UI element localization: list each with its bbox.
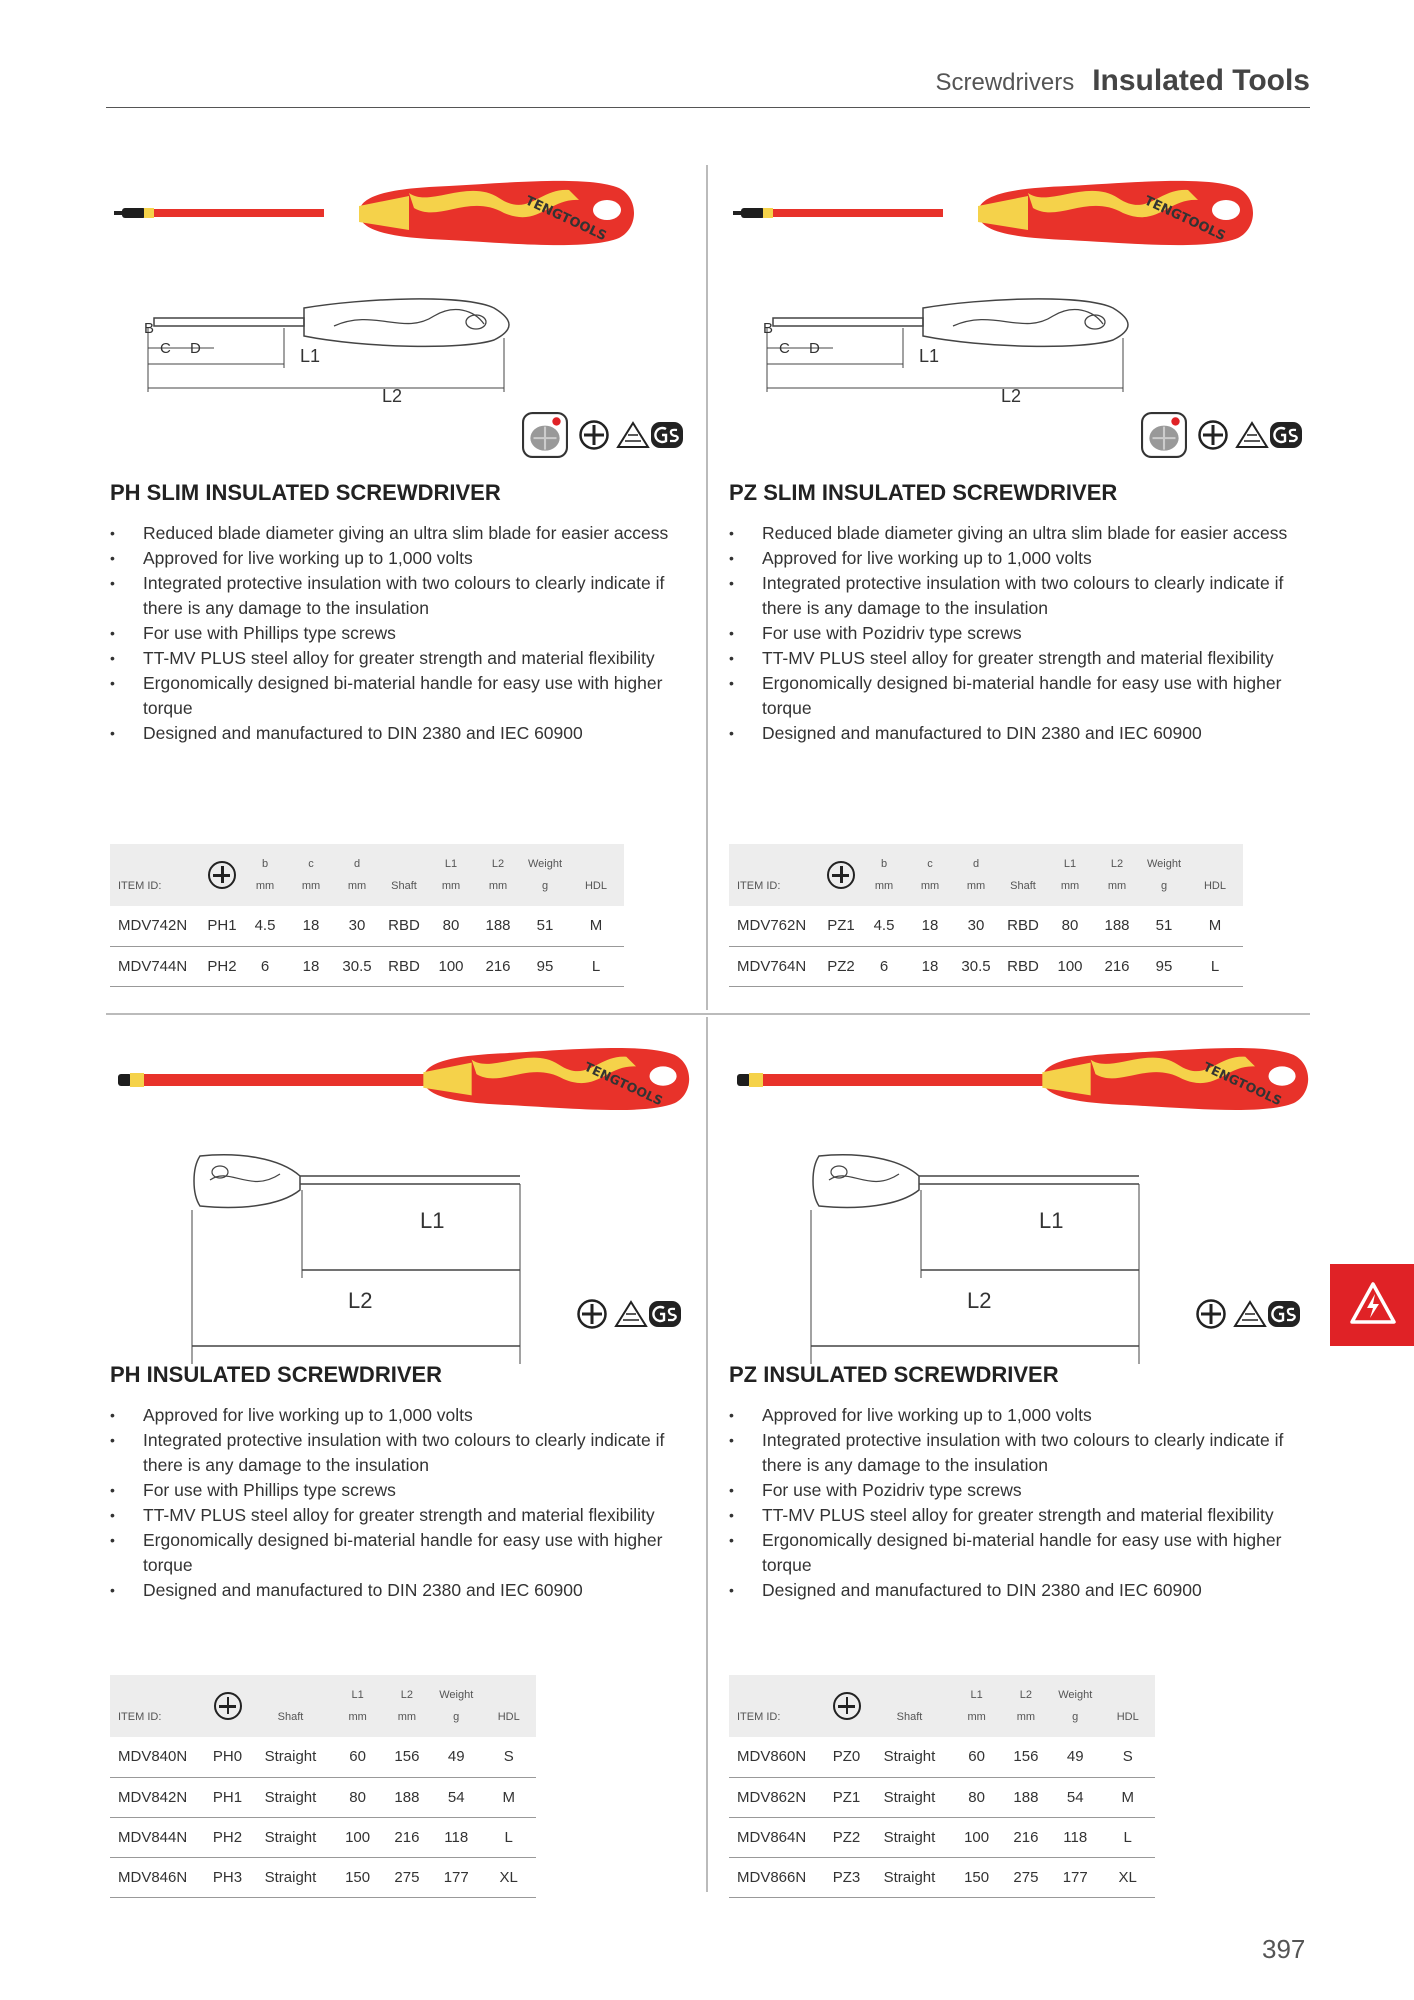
feature-item: • For use with Pozidriv type screws [729, 1478, 1314, 1503]
col-shaft: Shaft [896, 1711, 923, 1723]
header-category: Insulated Tools [1092, 64, 1310, 97]
gs-icon [648, 1300, 682, 1328]
label-d: D [809, 340, 820, 357]
col-shaft: Shaft [1010, 880, 1036, 892]
spec-table [729, 844, 1243, 987]
feature-item: • Reduced blade diameter giving an ultra slim blade for easier access [110, 521, 695, 546]
col-shaft: Shaft [391, 880, 417, 892]
table-header-row [110, 1675, 536, 1737]
col-hdl: HDL [497, 1711, 520, 1723]
feature-item: • Ergonomically designed bi-material handle for easy use with higher torque [110, 1528, 695, 1578]
col-weight: Weight g [439, 1689, 474, 1723]
feature-item: • Designed and manufactured to DIN 2380 and IEC 60900 [729, 1578, 1314, 1603]
phillips-cross-icon [576, 1298, 608, 1330]
table-row: MDV742N PH1 4.5 18 30 RBD 80 188 51 M [110, 906, 624, 946]
feature-item: • Designed and manufactured to DIN 2380 and IEC 60900 [729, 721, 1314, 746]
label-l2: L2 [348, 1288, 373, 1313]
col-weight: Weight g [527, 858, 563, 892]
feature-item: • Approved for live working up to 1,000 volts [110, 1403, 695, 1428]
col-c: c mm [301, 858, 321, 892]
feature-item: • TT-MV PLUS steel alloy for greater strength and material flexibility [110, 646, 695, 671]
certification-icons [1195, 1298, 1315, 1332]
phillips-cross-icon [214, 1692, 242, 1720]
product-panel-ph-slim [110, 160, 690, 1000]
label-l2: L2 [382, 386, 403, 406]
feature-item: • Ergonomically designed bi-material handle for easy use with higher torque [110, 671, 695, 721]
col-tip [826, 1675, 868, 1737]
col-l2: L2 mm [1016, 1689, 1036, 1723]
col-d: d mm [347, 858, 367, 892]
product-photo [733, 1030, 1313, 1130]
feature-item: • Designed and manufactured to DIN 2380 and IEC 60900 [110, 1578, 695, 1603]
insulated-tools-tab[interactable] [1330, 1264, 1414, 1346]
feature-list [110, 1403, 695, 1603]
product-title: PZ SLIM INSULATED SCREWDRIVER [729, 480, 1118, 505]
product-panel-ph [110, 1030, 690, 1900]
feature-list [729, 521, 1314, 746]
col-l2: L2 mm [397, 1689, 417, 1723]
label-l1: L1 [1039, 1208, 1064, 1233]
dimension-drawing [134, 288, 674, 408]
feature-item: • For use with Phillips type screws [110, 1478, 695, 1503]
col-tip [821, 844, 861, 906]
feature-item: • Designed and manufactured to DIN 2380 and IEC 60900 [110, 721, 695, 746]
col-hdl: HDL [584, 880, 607, 892]
phillips-cross-icon [578, 419, 610, 451]
certification-icons [522, 412, 692, 458]
certification-icons [576, 1298, 696, 1332]
electric-hazard-icon [1348, 1280, 1398, 1326]
dimension-drawing [809, 1150, 1169, 1370]
feature-item: • Integrated protective insulation with two colours to clearly indicate if there is any damage to the insulation [110, 571, 695, 621]
col-item-id: ITEM ID: [118, 880, 162, 892]
feature-item: • TT-MV PLUS steel alloy for greater strength and material flexibility [729, 646, 1314, 671]
product-title: PZ INSULATED SCREWDRIVER [729, 1362, 1059, 1387]
col-d: d mm [966, 858, 986, 892]
label-c: C [160, 340, 171, 357]
table-row: MDV762N PZ1 4.5 18 30 RBD 80 188 51 M [729, 906, 1243, 946]
feature-item: • Integrated protective insulation with two colours to clearly indicate if there is any damage to the insulation [729, 571, 1314, 621]
product-photo [114, 1030, 694, 1130]
feature-item: • Ergonomically designed bi-material handle for easy use with higher torque [729, 1528, 1314, 1578]
col-hdl: HDL [1116, 1711, 1139, 1723]
feature-item: • Reduced blade diameter giving an ultra slim blade for easier access [729, 521, 1314, 546]
feature-item: • Integrated protective insulation with two colours to clearly indicate if there is any damage to the insulation [110, 1428, 695, 1478]
divider-vertical-bottom [706, 1017, 708, 1892]
feature-item: • TT-MV PLUS steel alloy for greater strength and material flexibility [729, 1503, 1314, 1528]
col-l2: L2 mm [488, 858, 508, 892]
table-row: MDV840N PH0 Straight 60 156 49 S [110, 1737, 536, 1777]
phillips-cross-icon [208, 861, 236, 889]
screw-tip-icon [1141, 412, 1187, 458]
certification-icons [1141, 412, 1311, 458]
gs-icon [650, 421, 684, 449]
feature-item: • Approved for live working up to 1,000 volts [110, 546, 695, 571]
vde-icon [616, 421, 650, 449]
table-header-row [729, 1675, 1155, 1737]
gs-icon [1267, 1300, 1301, 1328]
page-header [106, 64, 1310, 108]
feature-item: • For use with Pozidriv type screws [729, 621, 1314, 646]
table-row: MDV842N PH1 Straight 80 188 54 M [110, 1777, 536, 1817]
page-number: 397 [1262, 1934, 1306, 1964]
col-l1: L1 mm [967, 1689, 986, 1723]
screw-tip-icon [522, 412, 568, 458]
product-title: PH INSULATED SCREWDRIVER [110, 1362, 443, 1387]
feature-item: • Integrated protective insulation with two colours to clearly indicate if there is any damage to the insulation [729, 1428, 1314, 1478]
product-title: PH SLIM INSULATED SCREWDRIVER [110, 480, 501, 505]
col-item-id: ITEM ID: [737, 1711, 781, 1723]
feature-item: • Approved for live working up to 1,000 volts [729, 546, 1314, 571]
spec-table [110, 1675, 536, 1898]
label-b: B [763, 320, 774, 337]
col-l2: L2 mm [1107, 858, 1127, 892]
label-d: D [190, 340, 201, 357]
table-row: MDV844N PH2 Straight 100 216 118 L [110, 1817, 536, 1857]
product-panel-pz-slim [729, 160, 1309, 1000]
feature-item: • For use with Phillips type screws [110, 621, 695, 646]
col-l1: L1 mm [348, 1689, 367, 1723]
table-row: MDV846N PH3 Straight 150 275 177 XL [110, 1857, 536, 1897]
label-l2: L2 [1001, 386, 1022, 406]
label-l1: L1 [919, 346, 940, 366]
table-row: MDV862N PZ1 Straight 80 188 54 M [729, 1777, 1155, 1817]
phillips-cross-icon [827, 861, 855, 889]
label-l1: L1 [300, 346, 321, 366]
col-l1: L1 mm [441, 858, 461, 892]
col-tip [202, 844, 242, 906]
col-shaft: Shaft [277, 1711, 304, 1723]
col-item-id: ITEM ID: [118, 1711, 162, 1723]
product-photo [114, 164, 694, 264]
label-l2: L2 [967, 1288, 992, 1313]
feature-list [110, 521, 695, 746]
feature-item: • TT-MV PLUS steel alloy for greater strength and material flexibility [110, 1503, 695, 1528]
phillips-cross-icon [833, 1692, 861, 1720]
spec-table [729, 1675, 1155, 1898]
label-b: B [144, 320, 155, 337]
phillips-cross-icon [1197, 419, 1229, 451]
table-row: MDV764N PZ2 6 18 30.5 RBD 100 216 95 L [729, 946, 1243, 986]
table-row: MDV744N PH2 6 18 30.5 RBD 100 216 95 L [110, 946, 624, 986]
table-header-row [729, 844, 1243, 906]
divider-horizontal [106, 1013, 1310, 1015]
label-c: C [779, 340, 790, 357]
col-hdl: HDL [1203, 880, 1226, 892]
col-c: c mm [920, 858, 940, 892]
divider-vertical-top [706, 165, 708, 1010]
feature-item: • Approved for live working up to 1,000 volts [729, 1403, 1314, 1428]
col-tip [207, 1675, 249, 1737]
col-weight: Weight g [1146, 858, 1182, 892]
table-row: MDV860N PZ0 Straight 60 156 49 S [729, 1737, 1155, 1777]
feature-list [729, 1403, 1314, 1603]
col-l1: L1 mm [1060, 858, 1080, 892]
dimension-drawing [753, 288, 1293, 408]
vde-icon [1235, 421, 1269, 449]
dimension-drawing [190, 1150, 550, 1370]
col-item-id: ITEM ID: [737, 880, 781, 892]
header-section: Screwdrivers [935, 69, 1075, 96]
label-l1: L1 [420, 1208, 445, 1233]
vde-icon [614, 1300, 648, 1328]
product-photo [733, 164, 1313, 264]
vde-icon [1233, 1300, 1267, 1328]
product-panel-pz [729, 1030, 1309, 1900]
table-row: MDV866N PZ3 Straight 150 275 177 XL [729, 1857, 1155, 1897]
spec-table [110, 844, 624, 987]
col-b: b mm [255, 858, 275, 892]
phillips-cross-icon [1195, 1298, 1227, 1330]
col-weight: Weight g [1058, 1689, 1093, 1723]
col-b: b mm [874, 858, 894, 892]
table-row: MDV864N PZ2 Straight 100 216 118 L [729, 1817, 1155, 1857]
feature-item: • Ergonomically designed bi-material handle for easy use with higher torque [729, 671, 1314, 721]
table-header-row [110, 844, 624, 906]
gs-icon [1269, 421, 1303, 449]
